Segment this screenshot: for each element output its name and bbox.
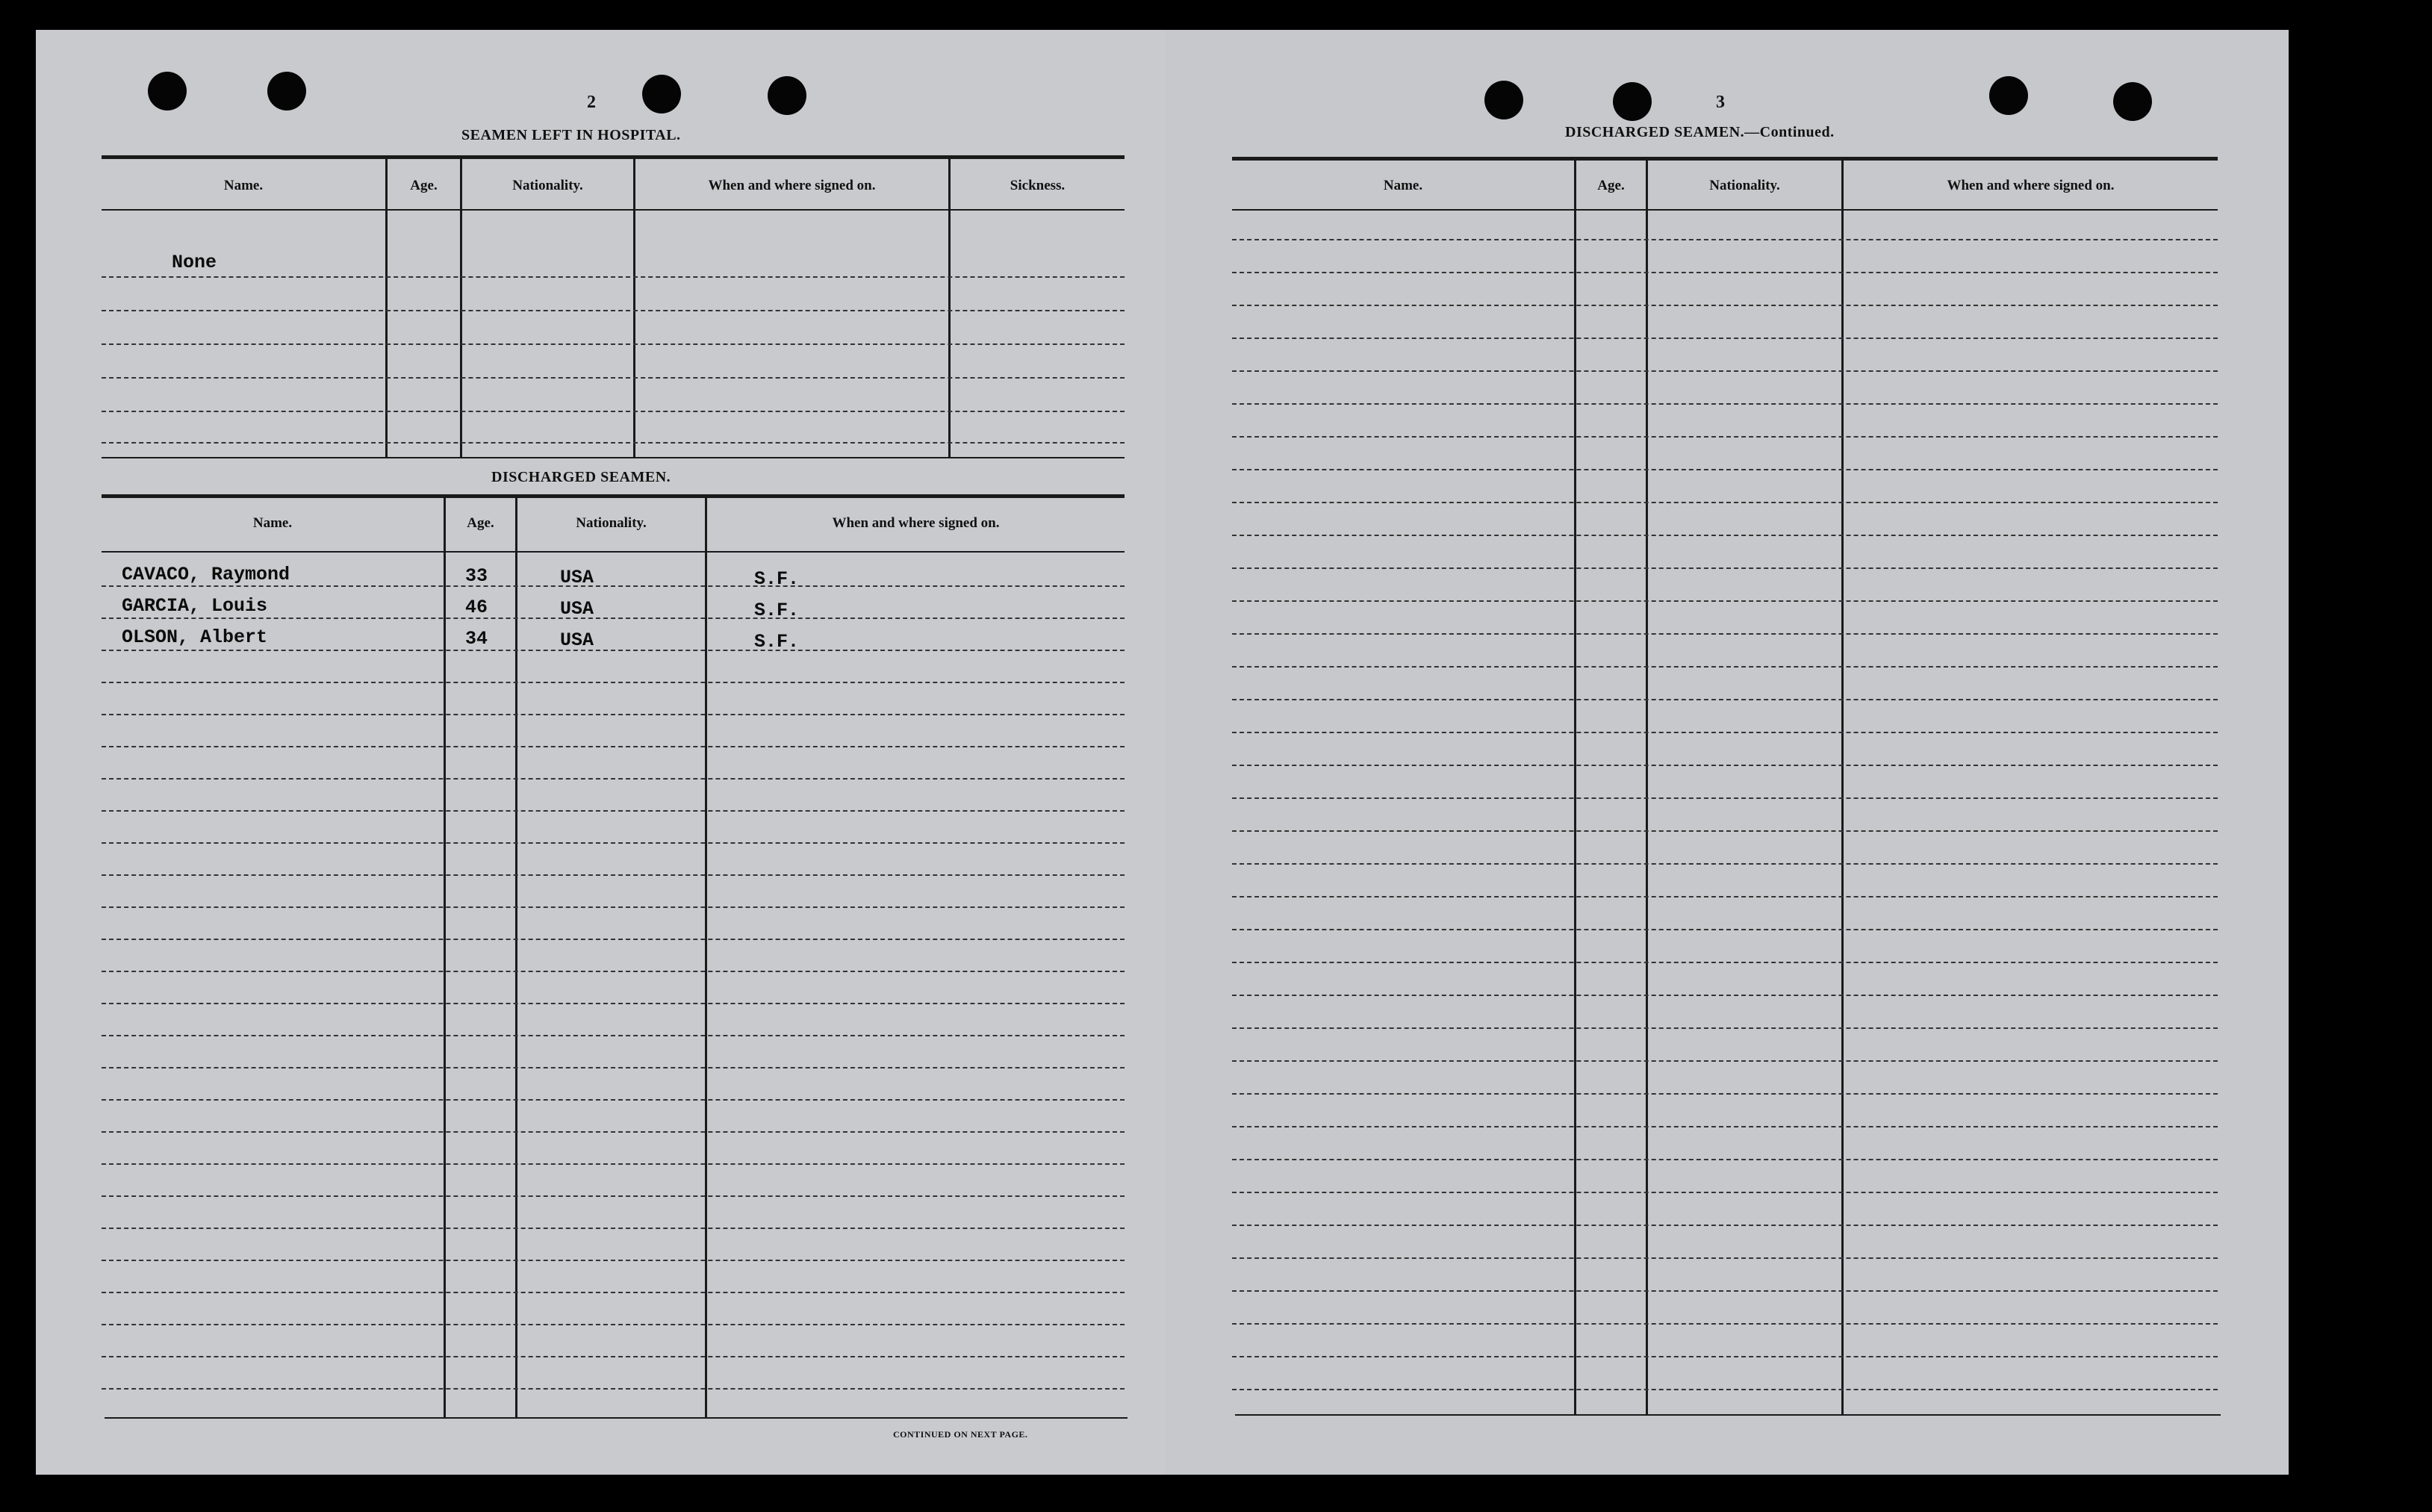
dotted-line [1232, 1192, 2218, 1193]
column-header-signed-on: When and where signed on. [832, 515, 1000, 531]
discharged-section-title: DISCHARGED SEAMEN. [491, 469, 671, 485]
header-rule [102, 551, 1125, 553]
dotted-line [102, 810, 1125, 812]
column-header-age: Age. [1597, 178, 1625, 193]
punch-hole [267, 72, 306, 111]
seaman-name: OLSON, Albert [122, 626, 268, 648]
hospital-section-title: SEAMEN LEFT IN HOSPITAL. [461, 127, 681, 143]
dotted-line [102, 1067, 1125, 1068]
dotted-line [1232, 403, 2218, 405]
dotted-line [1232, 896, 2218, 897]
dotted-line [1232, 469, 2218, 470]
column-header-nationality: Nationality. [1709, 178, 1780, 193]
dotted-line [102, 1388, 1125, 1390]
dotted-line [1232, 535, 2218, 536]
seaman-signed-on: S.F. [754, 631, 800, 653]
header-rule [102, 209, 1125, 211]
table-bottom-rule [102, 457, 1125, 458]
column-header-name: Name. [223, 178, 264, 193]
dotted-line [1232, 929, 2218, 930]
dotted-line [102, 411, 1125, 412]
punch-hole [1613, 82, 1652, 121]
page-number: 3 [1716, 93, 1725, 112]
dotted-line [102, 874, 1125, 876]
table-bottom-rule [105, 1417, 1128, 1419]
dotted-line [1232, 765, 2218, 766]
dotted-line [1232, 962, 2218, 963]
continued-note: CONTINUED ON NEXT PAGE. [893, 1429, 1028, 1440]
dotted-line [1232, 1093, 2218, 1095]
dotted-line [1232, 666, 2218, 668]
dotted-line [1232, 502, 2218, 503]
dotted-line [102, 1324, 1125, 1325]
table-top-rule [102, 155, 1125, 159]
column-divider [460, 158, 462, 457]
seaman-age: 33 [465, 565, 488, 587]
table-top-rule [1232, 157, 2218, 161]
dotted-line [1232, 797, 2218, 799]
page-number: 2 [587, 93, 596, 112]
column-divider [1646, 160, 1648, 1414]
table-top-rule [102, 494, 1125, 498]
dotted-line [1232, 1323, 2218, 1325]
dotted-line [1232, 633, 2218, 635]
dotted-line [102, 442, 1125, 444]
dotted-line [1232, 1389, 2218, 1390]
seaman-name: CAVACO, Raymond [122, 564, 290, 585]
column-header-name: Name. [252, 515, 293, 531]
column-divider [385, 158, 388, 457]
punch-hole [1484, 81, 1523, 119]
column-divider [1574, 160, 1576, 1414]
dotted-line [102, 682, 1125, 683]
dotted-line [1232, 1257, 2218, 1259]
dotted-line [102, 842, 1125, 844]
dotted-line [1232, 1356, 2218, 1357]
dotted-line [102, 617, 1125, 619]
dotted-line [102, 906, 1125, 908]
column-divider [948, 158, 951, 457]
dotted-line [102, 746, 1125, 747]
dotted-line [102, 1292, 1125, 1293]
dotted-line [1232, 1060, 2218, 1062]
dotted-line [1232, 436, 2218, 438]
column-header-nationality: Nationality. [576, 515, 647, 531]
dotted-line [102, 1131, 1125, 1133]
dotted-line [1232, 1159, 2218, 1160]
dotted-line [102, 377, 1125, 379]
column-divider [705, 497, 707, 1418]
dotted-line [1232, 1225, 2218, 1226]
seaman-age: 46 [465, 597, 488, 618]
hospital-entry: None [172, 252, 217, 273]
dotted-line [1232, 1290, 2218, 1292]
table-bottom-rule [1235, 1414, 2221, 1416]
dotted-line [1232, 863, 2218, 865]
column-divider [444, 497, 446, 1418]
dotted-line [1232, 272, 2218, 273]
column-divider [515, 497, 517, 1418]
discharged-continued-title: DISCHARGED SEAMEN.—Continued. [1565, 124, 1835, 140]
punch-hole [148, 72, 187, 111]
column-divider [633, 158, 635, 457]
seaman-nationality: USA [560, 629, 594, 651]
punch-hole [768, 76, 806, 115]
dotted-line [1232, 732, 2218, 733]
dotted-line [1232, 1126, 2218, 1127]
dotted-line [102, 1260, 1125, 1261]
dotted-line [1232, 305, 2218, 306]
punch-hole [642, 75, 681, 113]
column-header-signed-on: When and where signed on. [1947, 178, 2115, 193]
dotted-line [102, 1163, 1125, 1165]
right-page [1165, 30, 2289, 1475]
column-header-nationality: Nationality. [512, 178, 583, 193]
column-header-sickness: Sickness. [1010, 178, 1066, 193]
seaman-signed-on: S.F. [754, 600, 800, 621]
dotted-line [1232, 370, 2218, 372]
dotted-line [102, 276, 1125, 278]
column-divider [1841, 160, 1844, 1414]
dotted-line [1232, 1027, 2218, 1029]
dotted-line [1232, 830, 2218, 832]
dotted-line [1232, 337, 2218, 339]
dotted-line [102, 939, 1125, 940]
dotted-line [102, 1003, 1125, 1004]
dotted-line [102, 1099, 1125, 1101]
dotted-line [102, 1195, 1125, 1197]
seaman-name: GARCIA, Louis [122, 595, 268, 617]
dotted-line [102, 585, 1125, 587]
dotted-line [102, 1035, 1125, 1036]
seaman-signed-on: S.F. [754, 568, 800, 590]
left-page [36, 30, 1165, 1475]
dotted-line [102, 1356, 1125, 1357]
dotted-line [102, 714, 1125, 715]
dotted-line [1232, 239, 2218, 240]
column-header-age: Age. [410, 178, 438, 193]
dotted-line [1232, 699, 2218, 700]
column-header-age: Age. [467, 515, 494, 531]
dotted-line [102, 310, 1125, 311]
punch-hole [2113, 82, 2152, 121]
punch-hole [1989, 76, 2028, 115]
dotted-line [102, 778, 1125, 780]
seaman-age: 34 [465, 628, 488, 650]
dotted-line [102, 650, 1125, 651]
dotted-line [1232, 995, 2218, 996]
dotted-line [102, 343, 1125, 345]
seaman-nationality: USA [560, 567, 594, 588]
dotted-line [102, 1228, 1125, 1229]
column-header-name: Name. [1383, 178, 1423, 193]
header-rule [1232, 209, 2218, 211]
dotted-line [102, 971, 1125, 972]
seaman-nationality: USA [560, 598, 594, 620]
column-header-signed-on: When and where signed on. [708, 178, 876, 193]
dotted-line [1232, 567, 2218, 569]
dotted-line [1232, 600, 2218, 602]
